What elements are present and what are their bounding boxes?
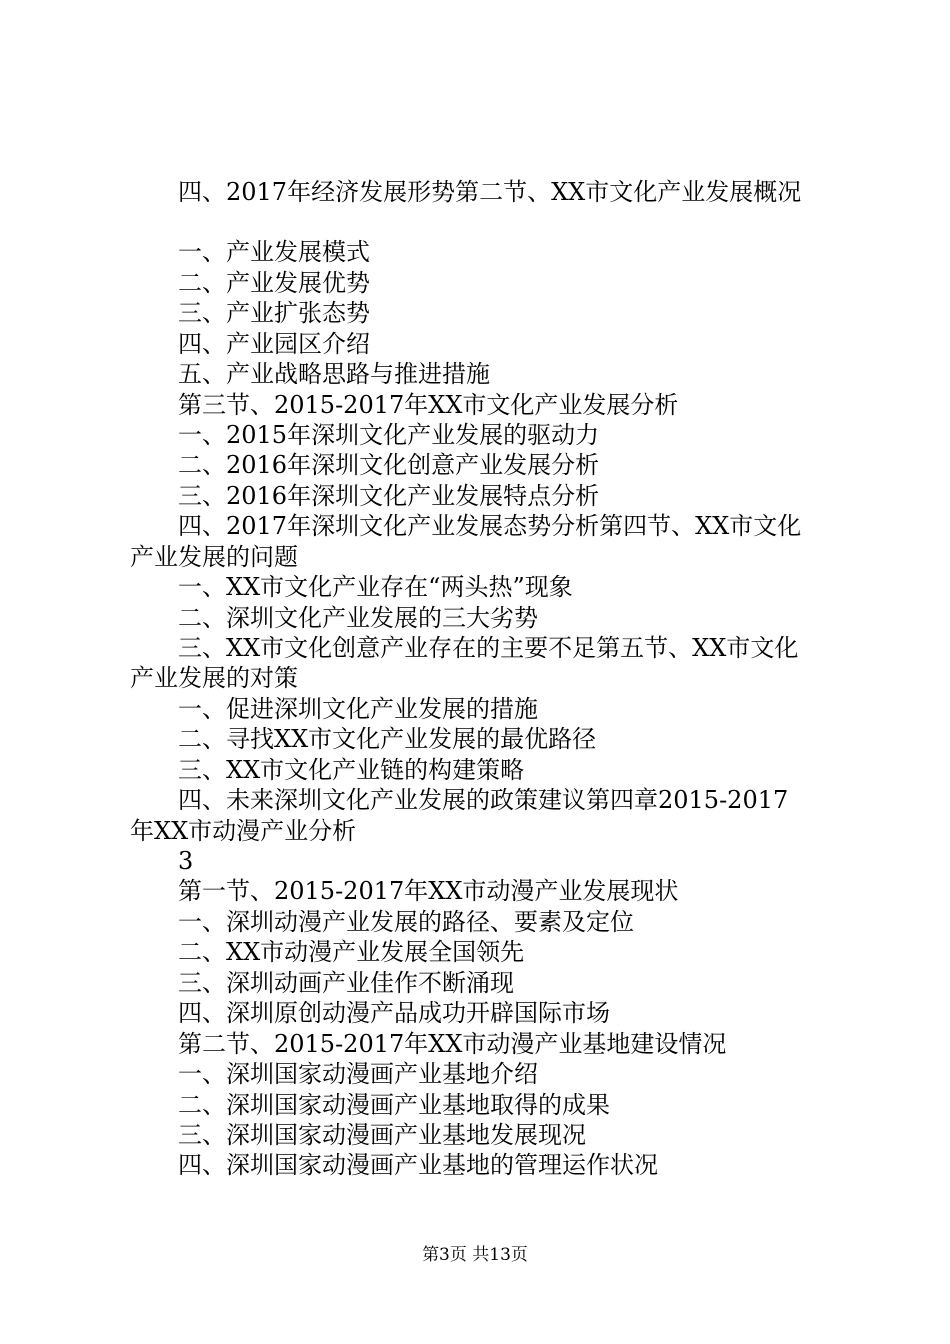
toc-line: 一、促进深圳文化产业发展的措施 (130, 695, 538, 723)
toc-line: 一、XX市文化产业存在“两头热”现象 (130, 573, 573, 601)
toc-line: 四、深圳国家动漫画产业基地的管理运作状况 (130, 1151, 658, 1179)
toc-line: 四、2017年经济发展形势第二节、XX市文化产业发展概况 (130, 178, 802, 206)
toc-line: 四、2017年深圳文化产业发展态势分析第四节、XX市文化 (130, 512, 802, 540)
toc-line: 第三节、2015-2017年XX市文化产业发展分析 (130, 391, 679, 419)
toc-line: 三、XX市文化产业链的构建策略 (130, 756, 525, 784)
toc-line: 二、深圳文化产业发展的三大劣势 (130, 604, 538, 632)
page-footer: 第3页 共13页 (422, 1245, 528, 1265)
toc-line: 一、深圳国家动漫画产业基地介绍 (130, 1060, 538, 1088)
toc-line: 四、深圳原创动漫产品成功开辟国际市场 (130, 999, 610, 1027)
toc-line: 年XX市动漫产业分析 (130, 817, 357, 845)
toc-line: 三、产业扩张态势 (130, 299, 370, 327)
toc-line: 二、深圳国家动漫画产业基地取得的成果 (130, 1091, 610, 1119)
toc-line: 一、产业发展模式 (130, 238, 370, 266)
toc-line: 四、未来深圳文化产业发展的政策建议第四章2015-2017 (130, 786, 789, 814)
toc-line: 二、产业发展优势 (130, 269, 370, 297)
toc-line: 第二节、2015-2017年XX市动漫产业基地建设情况 (130, 1030, 727, 1058)
toc-line: 一、深圳动漫产业发展的路径、要素及定位 (130, 908, 634, 936)
page-number-text: 3 (130, 847, 194, 875)
toc-line: 二、XX市动漫产业发展全国领先 (130, 938, 525, 966)
toc-line: 五、产业战略思路与推进措施 (130, 360, 490, 388)
toc-line: 二、2016年深圳文化创意产业发展分析 (130, 451, 600, 479)
toc-line: 三、深圳动画产业佳作不断涌现 (130, 969, 514, 997)
toc-line: 产业发展的问题 (130, 543, 298, 571)
toc-line: 产业发展的对策 (130, 664, 298, 692)
toc-line: 一、2015年深圳文化产业发展的驱动力 (130, 421, 600, 449)
toc-line: 第一节、2015-2017年XX市动漫产业发展现状 (130, 877, 679, 905)
toc-line: 三、2016年深圳文化产业发展特点分析 (130, 482, 600, 510)
toc-line: 二、寻找XX市文化产业发展的最优路径 (130, 725, 597, 753)
toc-line: 三、深圳国家动漫画产业基地发展现况 (130, 1121, 586, 1149)
toc-line: 三、XX市文化创意产业存在的主要不足第五节、XX市文化 (130, 634, 799, 662)
toc-line: 四、产业园区介绍 (130, 330, 370, 358)
